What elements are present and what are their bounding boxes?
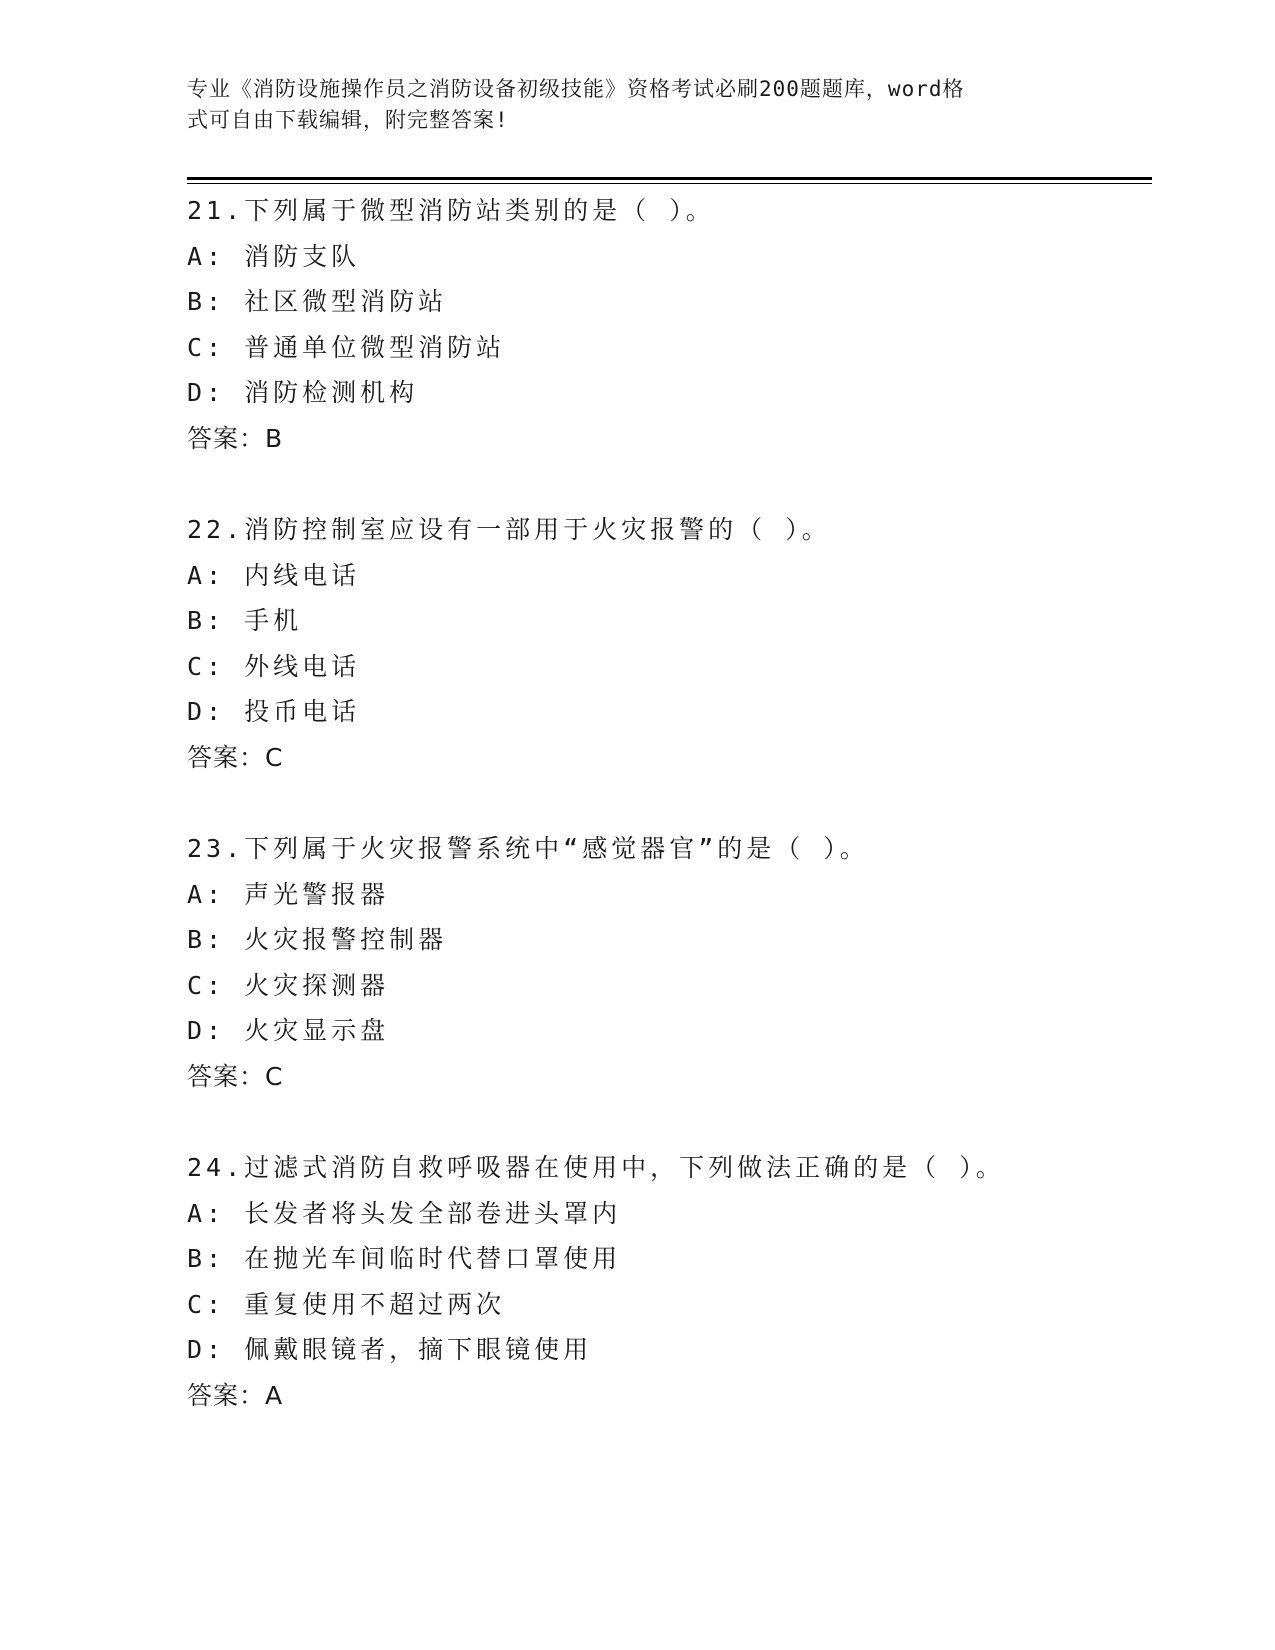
document-header [187, 74, 1087, 136]
answer: 答案：B [187, 423, 284, 453]
answer: 答案：A [187, 1380, 284, 1410]
header-line-1: 专业《消防设施操作员之消防设备初级技能》资格考试必刷200题题库，word格 [187, 77, 965, 101]
question-23 [187, 826, 1147, 1100]
option-b: B: 在抛光车间临时代替口罩使用 [187, 1244, 622, 1274]
header-line-2: 式可自由下载编辑，附完整答案! [187, 108, 509, 132]
question-stem: 21.下列属于微型消防站类别的是（ ）。 [187, 196, 715, 225]
option-d: D: 火灾显示盘 [187, 1016, 390, 1046]
question-stem: 24.过滤式消防自救呼吸器在使用中，下列做法正确的是（ ）。 [187, 1153, 1005, 1182]
header-divider-thick [187, 177, 1152, 180]
option-b: B: 社区微型消防站 [187, 287, 448, 317]
answer: 答案：C [187, 742, 284, 772]
option-c: C: 火灾探测器 [187, 970, 390, 1000]
option-c: C: 重复使用不超过两次 [187, 1289, 506, 1319]
header-divider-thin [187, 183, 1152, 184]
option-d: D: 消防检测机构 [187, 378, 419, 408]
question-22 [187, 507, 1147, 781]
option-a: A: 内线电话 [187, 560, 361, 590]
option-b: B: 手机 [187, 606, 303, 636]
answer: 答案：C [187, 1061, 284, 1091]
option-a: A: 长发者将头发全部卷进头罩内 [187, 1198, 622, 1228]
question-stem: 22.消防控制室应设有一部用于火灾报警的（ ）。 [187, 515, 831, 544]
question-stem: 23.下列属于火灾报警系统中“感觉器官”的是（ ）。 [187, 834, 869, 863]
question-21 [187, 188, 1147, 462]
option-b: B: 火灾报警控制器 [187, 925, 448, 955]
option-d: D: 佩戴眼镜者，摘下眼镜使用 [187, 1335, 593, 1365]
option-c: C: 普通单位微型消防站 [187, 332, 506, 362]
option-a: A: 消防支队 [187, 241, 361, 271]
option-a: A: 声光警报器 [187, 879, 390, 909]
option-c: C: 外线电话 [187, 651, 361, 681]
option-d: D: 投币电话 [187, 697, 361, 727]
question-24 [187, 1145, 1147, 1419]
